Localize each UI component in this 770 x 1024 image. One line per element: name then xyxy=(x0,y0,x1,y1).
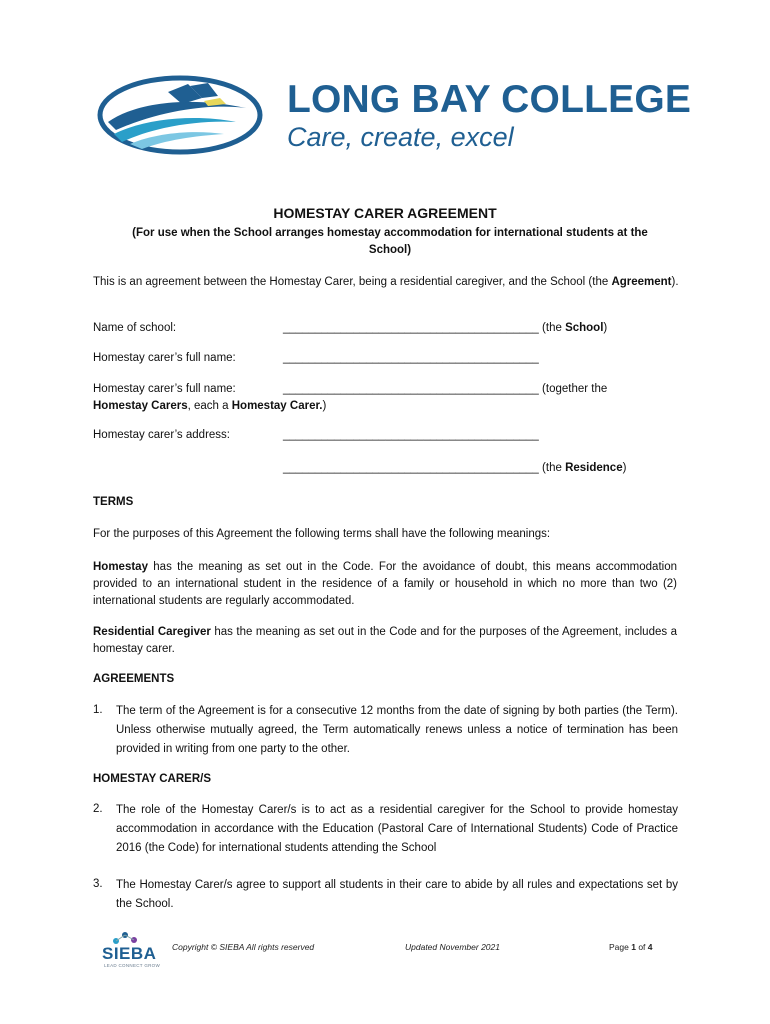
definition-homestay: Homestay has the meaning as set out in the Code. For the avoidance of doubt, this means accommodation provided to an international student in the residence of a family or household in which no more than two (2) international students are regularly accommodated. xyxy=(93,561,677,607)
document-subtitle: (For use when the School arranges homestay accommodation for international students at the School) xyxy=(132,227,648,256)
sieba-tagline: LEAD CONNECT GROW xyxy=(104,963,161,968)
item-3-number: 3. xyxy=(93,878,103,890)
intro-defined-term: Agreement xyxy=(611,276,672,288)
homestay-carers-heading: HOMESTAY CARER/S xyxy=(93,773,212,785)
carer1-name-field[interactable]: ________________________________________ xyxy=(283,352,539,364)
sieba-logo-text: SIEBA xyxy=(102,944,157,963)
carer1-name-label: Homestay carer’s full name: xyxy=(93,352,236,364)
item-1-text: The term of the Agreement is for a consecutive 12 months from the date of signing by both parties (the Term). Unless otherwise mutually agreed, the Term automatically renews unless a notice of termination has been provided in writing from one party to the other. xyxy=(116,705,678,755)
footer-copyright: Copyright © SIEBA All rights reserved xyxy=(172,942,315,952)
college-logo xyxy=(96,74,264,156)
address-field-line2[interactable]: ________________________________________ (the Residence) xyxy=(283,462,627,474)
definition-residential-caregiver: Residential Caregiver has the meaning as set out in the Code and for the purposes of the Agreement, includes a homestay carer. xyxy=(93,626,677,655)
item-1-number: 1. xyxy=(93,704,103,716)
footer-updated: Updated November 2021 xyxy=(405,942,500,952)
item-3-text: The Homestay Carer/s agree to support all students in their care to abide by all rules and expectations set by the School. xyxy=(116,879,678,910)
address-field-line1[interactable]: ________________________________________ xyxy=(283,429,539,441)
terms-intro: For the purposes of this Agreement the following terms shall have the following meanings: xyxy=(93,528,551,540)
school-name-label: Name of school: xyxy=(93,322,177,334)
item-2-number: 2. xyxy=(93,803,103,815)
document-title: HOMESTAY CARER AGREEMENT xyxy=(273,205,497,221)
carer2-name-field[interactable]: ________________________________________ (together the xyxy=(283,383,608,395)
college-tagline: Care, create, excel xyxy=(287,122,514,152)
college-name: LONG BAY COLLEGE xyxy=(287,78,692,121)
carer2-name-label: Homestay carer’s full name: xyxy=(93,383,236,395)
footer-page-number: Page 1 of 4 xyxy=(609,942,653,952)
carer2-continuation: Homestay Carers, each a Homestay Carer.) xyxy=(93,400,327,412)
school-name-field[interactable]: ________________________________________ (the School) xyxy=(283,322,608,334)
agreements-heading: AGREEMENTS xyxy=(93,673,175,685)
intro-paragraph: This is an agreement between the Homestay Carer, being a residential caregiver, and the School (the Agreement). xyxy=(93,276,679,288)
item-2-text: The role of the Homestay Carer/s is to act as a residential caregiver for the School to provide homestay accommodation in accordance with the Education (Pastoral Care of International Students) Code of Practice 2016 (the Code) for international students attending the School xyxy=(116,804,678,854)
terms-heading: TERMS xyxy=(93,496,134,508)
address-label: Homestay carer’s address: xyxy=(93,429,230,441)
